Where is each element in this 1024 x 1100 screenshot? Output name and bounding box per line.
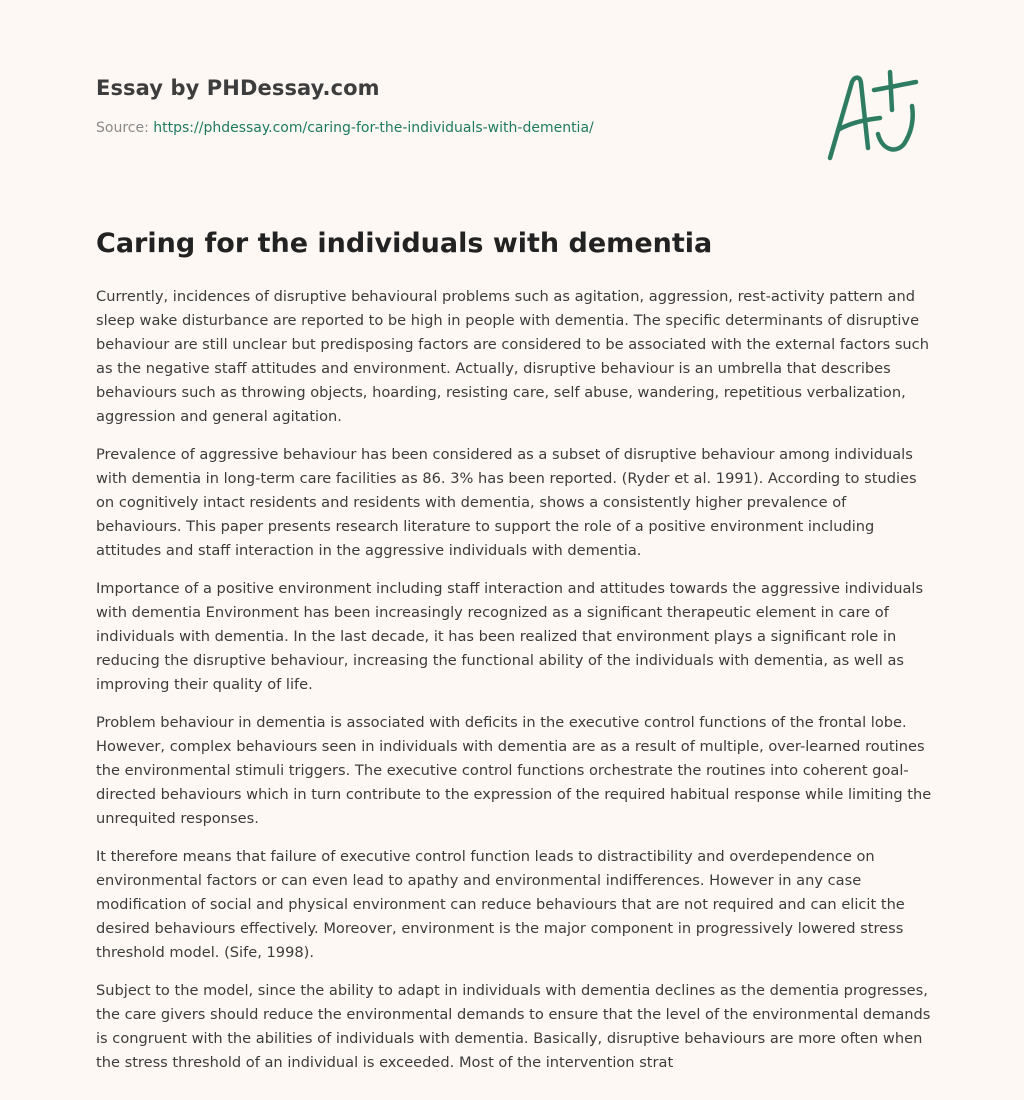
site-brand: Essay by PHDessay.com	[96, 76, 380, 100]
source-link[interactable]: https://phdessay.com/caring-for-the-individuals-with-dementia/	[153, 120, 594, 136]
source-line	[96, 120, 928, 136]
essay-paragraph: Importance of a positive environment including staff interaction and attitudes towards the aggressive individuals with dementia Environment has been increasingly recognized as a significant therapeutic element in care of individuals with dementia. In the last decade, it has been realized that environment plays a significant role in reducing the disruptive behaviour, increasing the functional ability of the individuals with dementia, as well as improving their quality of life.	[96, 580, 924, 693]
source-label: Source:	[96, 120, 149, 136]
essay-paragraph: Prevalence of aggressive behaviour has been considered as a subset of disruptive behaviour among individuals with dementia in long-term care facilities as 86. 3% has been reported. (Ryder et al. 1991). According to studies on cognitively intact residents and residents with dementia, shows a consistently higher prevalence of behaviours. This paper presents research literature to support the role of a positive environment including attitudes and staff interaction in the aggressive individuals with dementia.	[96, 446, 917, 559]
essay-paragraph: It therefore means that failure of executive control function leads to distractibility and overdependence on environmental factors or can even lead to apathy and environmental indifferences. However in any case modification of social and physical environment can reduce behaviours that are not required and can elicit the desired behaviours effectively. Moreover, environment is the major component in progressively lowered stress threshold model. (Sife, 1998).	[96, 848, 905, 961]
page-header	[96, 76, 928, 136]
essay-paragraph: Problem behaviour in dementia is associated with deficits in the executive control functions of the frontal lobe. However, complex behaviours seen in individuals with dementia are as a result of multiple, over-learned routines the environmental stimuli triggers. The executive control functions orchestrate the routines into coherent goal-directed behaviours which in turn contribute to the expression of the required habitual response while limiting the unrequited responses.	[96, 714, 932, 827]
page-title: Caring for the individuals with dementia	[96, 228, 713, 259]
essay-paragraph: Subject to the model, since the ability to adapt in individuals with dementia declines as the dementia progresses, the care givers should reduce the environmental demands to ensure that the level of the environmental demands is congruent with the abilities of individuals with dementia. Basically, disruptive behaviours are more often when the stress threshold of an individual is exceeded. Most of the intervention strat	[96, 982, 931, 1071]
essay-body	[96, 285, 932, 1089]
essay-paragraph: Currently, incidences of disruptive behavioural problems such as agitation, aggression, rest-activity pattern and sleep wake disturbance are reported to be high in people with dementia. The specific determinants of disruptive behaviour are still unclear but predisposing factors are considered to be associated with the external factors such as the negative staff attitudes and environment. Actually, disruptive behaviour is an umbrella that describes behaviours such as throwing objects, hoarding, resisting care, self abuse, wandering, repetitious verbalization, aggression and general agitation.	[96, 288, 929, 425]
a-plus-grade-icon	[822, 68, 930, 164]
